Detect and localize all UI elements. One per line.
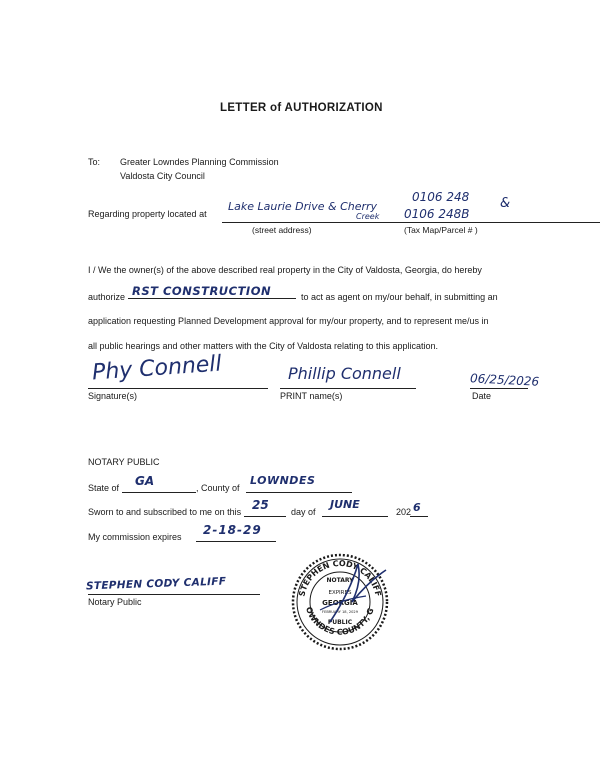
street-caption: (street address) <box>252 225 312 235</box>
parcel-ampersand: & <box>500 196 511 211</box>
recipient-2: Valdosta City Council <box>120 171 205 181</box>
body-line-2-rest: to act as agent on my/our behalf, in submitting an <box>301 292 498 302</box>
month-line <box>322 516 388 517</box>
notary-heading: NOTARY PUBLIC <box>88 457 160 467</box>
to-label: To: <box>88 157 101 167</box>
owner-signature: Phy Connell <box>91 351 223 386</box>
date-caption: Date <box>472 391 492 401</box>
month-value: JUNE <box>330 498 360 511</box>
agent-name-line <box>128 298 296 299</box>
body-line-4: all public hearings and other matters with the City of Valdosta relating to this application. <box>88 341 439 351</box>
sworn-label: Sworn to and subscribed to me on this <box>88 507 242 517</box>
parcel-caption: (Tax Map/Parcel # ) <box>404 225 478 235</box>
svg-text:LOWNDES COUNTY, GA: LOWNDES COUNTY, GA <box>286 545 376 637</box>
county-value: LOWNDES <box>250 474 316 487</box>
svg-text:NOTARY: NOTARY <box>326 577 354 584</box>
county-label: , County of <box>196 483 240 493</box>
year-suffix: 6 <box>413 501 421 514</box>
year-line <box>410 516 428 517</box>
page-title: LETTER of AUTHORIZATION <box>220 102 383 114</box>
notary-signature-line <box>88 594 260 595</box>
day-value: 25 <box>252 498 269 512</box>
print-name-line <box>280 388 416 389</box>
street-parcel-line <box>222 222 600 223</box>
state-label: State of <box>88 483 120 493</box>
state-value: GA <box>135 474 155 488</box>
notary-signature: STEPHEN CODY CALIFF <box>85 575 227 593</box>
body-line-1: I / We the owner(s) of the above described real property in the City of Valdosta, Georgia, do hereby <box>88 265 482 275</box>
svg-text:GEORGIA: GEORGIA <box>322 599 358 607</box>
expires-line <box>196 541 276 542</box>
print-name-value: Phillip Connell <box>288 364 401 383</box>
signature-caption: Signature(s) <box>88 391 138 401</box>
authorize-label: authorize <box>88 292 126 302</box>
street-address-value-2: Creek <box>356 212 380 221</box>
expires-value: 2-18-29 <box>203 523 262 537</box>
svg-text:FEBRUARY 18, 2029: FEBRUARY 18, 2029 <box>322 610 358 614</box>
parcel-value-1: 0106 248 <box>412 190 470 204</box>
svg-text:EXPIRES: EXPIRES <box>328 590 352 596</box>
notary-caption: Notary Public <box>88 597 142 607</box>
svg-text:STEPHEN CODY CALIFF: STEPHEN CODY CALIFF <box>297 558 383 598</box>
body-line-3: application requesting Planned Development approval for my/our property, and to represent me/us in <box>88 316 489 326</box>
agent-name-value: RST CONSTRUCTION <box>132 284 272 298</box>
recipient-1: Greater Lowndes Planning Commission <box>120 157 279 167</box>
expires-label: My commission expires <box>88 532 182 542</box>
date-line <box>470 388 528 389</box>
signature-line <box>88 388 268 389</box>
state-line <box>122 492 196 493</box>
date-value: 06/25/2026 <box>469 371 540 389</box>
regarding-label: Regarding property located at <box>88 209 207 219</box>
day-of-label: day of <box>291 507 316 517</box>
county-line <box>246 492 352 493</box>
day-line <box>244 516 286 517</box>
notary-seal <box>286 545 390 652</box>
parcel-value-2: 0106 248B <box>404 207 470 221</box>
street-address-value: Lake Laurie Drive & Cherry <box>228 200 378 213</box>
svg-text:PUBLIC: PUBLIC <box>327 619 353 626</box>
year-prefix: 202 <box>396 507 412 517</box>
print-caption: PRINT name(s) <box>280 391 343 401</box>
